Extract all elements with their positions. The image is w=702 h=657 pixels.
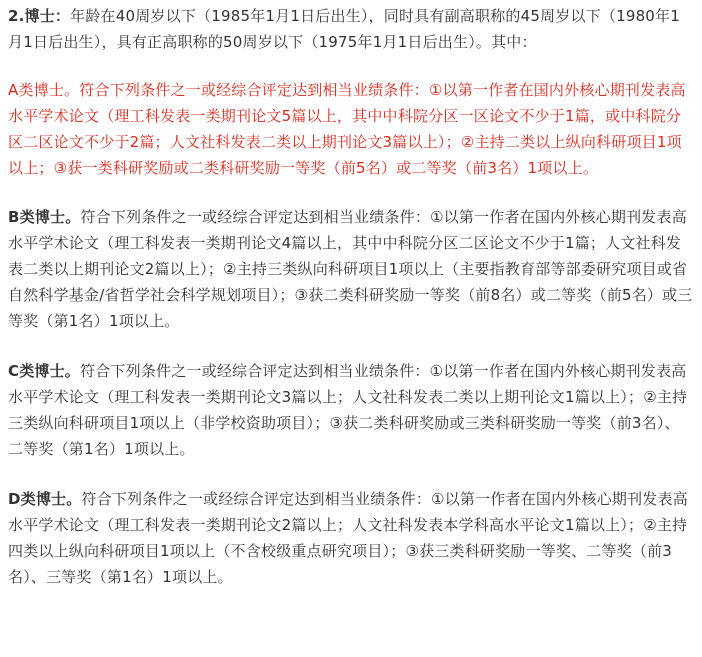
category-d-title: D类博士。 [8,490,82,508]
category-a-title: A类博士。 [8,81,80,99]
section-intro-paragraph [8,3,694,55]
category-d-text: 符合下列条件之一或经综合评定达到相当业绩条件：①以第一作者在国内外核心期刊发表高水平学术论文（理工科发表一类期刊论文2篇以上；人文社科发表本学科高水平论文1篇以上）；②主持四类以上纵向科研项目1项以上（不含校级重点研究项目）；③获三类科研奖励一等奖、二等奖（前3名）、三等奖（第1名）1项以上。 [8,490,688,586]
category-c-title: C类博士。 [8,362,81,380]
section-intro-text: 年龄在40周岁以下（1985年1月1日后出生），同时具有副高职称的45周岁以下（1980年1月1日后出生），具有正高职称的50周岁以下（1975年1月1日后出生）。其中： [8,7,680,51]
category-c-text: 符合下列条件之一或经综合评定达到相当业绩条件：①以第一作者在国内外核心期刊发表高水平学术论文（理工科发表一类期刊论文3篇以上；人文社科发表二类以上期刊论文1篇以上）；②主持三类纵向科研项目1项以上（非学校资助项目）；③获二类科研奖励或三类科研奖励一等奖（前3名）、二等奖（第1名）1项以上。 [8,362,688,458]
section-heading: 2.博士： [8,7,71,25]
category-b-text: 符合下列条件之一或经综合评定达到相当业绩条件：①以第一作者在国内外核心期刊发表高水平学术论文（理工科发表一类期刊论文4篇以上，其中中科院分区二区论文不少于1篇；人文社科发表二类以上期刊论文2篇以上）；②主持三类纵向科研项目1项以上（主要指教育部等部委研究项目或省自然科学基金/省哲学社会科学规划项目）；③获二类科研奖励一等奖（前8名）或二等奖（前5名）或三等奖（第1名）1项以上。 [8,208,693,330]
category-b-title: B类博士。 [8,208,81,226]
category-a-text: 符合下列条件之一或经综合评定达到相当业绩条件：①以第一作者在国内外核心期刊发表高水平学术论文（理工科发表一类期刊论文5篇以上，其中中科院分区一区论文不少于1篇，或中科院分区二区论文不少于2篇；人文社科发表二类以上期刊论文3篇以上）；②主持二类以上纵向科研项目1项以上；③获一类科研奖励或二类科研奖励一等奖（前5名）或二等奖（前3名）1项以上。 [8,81,686,177]
category-d-paragraph [8,486,694,590]
category-a-paragraph [8,77,694,181]
category-c-paragraph [8,358,694,462]
category-b-paragraph [8,204,694,334]
